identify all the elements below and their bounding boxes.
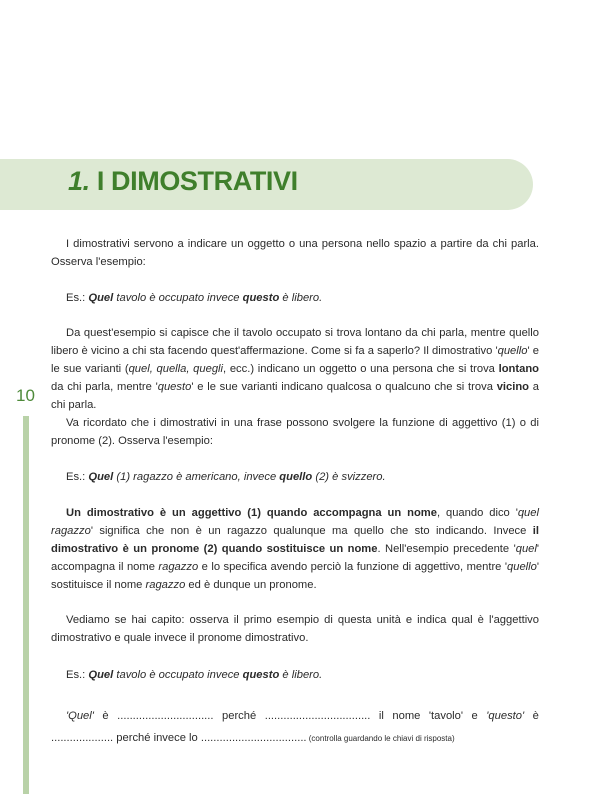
text-fragment: ' significa che non è un ragazzo qualunque ma quello che sto indicando. Invece	[90, 525, 533, 537]
example-2	[51, 468, 539, 486]
paragraph-text: I dimostrativi servono a indicare un oggetto o una persona nello spazio a partire da chi parla. Osserva l'esempio:	[51, 238, 539, 268]
answer-blank[interactable]: ..................................	[264, 710, 371, 722]
italic-word: quel, quella, quegli	[128, 363, 224, 375]
italic-word: ragazzo	[158, 561, 199, 573]
paragraph-intro	[51, 235, 539, 271]
example-fragment: è libero.	[279, 292, 323, 304]
example-word: Quel	[88, 669, 114, 681]
example-word: Quel	[88, 471, 114, 483]
paragraph-text: Va ricordato che i dimostrativi in una frase possono svolgere la funzione di aggettivo (1) o di pronome (2). Osserva l'esempio:	[51, 417, 539, 447]
example-fragment: (1) ragazzo è americano, invece	[113, 471, 280, 483]
exercise-word: e	[471, 710, 478, 722]
exercise-word: è	[532, 710, 539, 722]
bold-word: vicino	[496, 381, 530, 393]
exercise-word: è	[102, 710, 109, 722]
page-title	[68, 166, 298, 197]
paragraph-text	[51, 324, 539, 414]
text-fragment: ' accompagna il nome	[51, 543, 540, 573]
example-text	[51, 468, 539, 486]
title-number: 1.	[68, 166, 90, 196]
fill-in-exercise	[51, 707, 539, 748]
example-prefix: Es.:	[66, 292, 89, 304]
paragraph-text: Vediamo se hai capito: osserva il primo esempio di questa unità e indica qual è l'aggettivo dimostrativo e quale invece il pronome dimostrativo.	[51, 614, 539, 644]
text-fragment: a chi parla.	[51, 381, 539, 411]
title-text: I DIMOSTRATIVI	[96, 166, 298, 196]
paragraph-text	[51, 504, 539, 594]
text-fragment: da chi parla, mentre '	[51, 381, 158, 393]
example-text	[51, 666, 539, 684]
side-bar	[23, 416, 29, 794]
italic-word: questo	[157, 381, 192, 393]
text-fragment: ' e le sue varianti (	[51, 345, 540, 375]
paragraph-question	[51, 611, 539, 647]
exercise-word: 'questo'	[486, 710, 525, 722]
text-fragment: ' sostituisce il nome	[51, 561, 539, 591]
example-fragment: è libero.	[279, 669, 323, 681]
italic-word: quello	[497, 345, 528, 357]
example-text	[51, 289, 539, 307]
answer-blank[interactable]: ....................	[51, 732, 114, 744]
page-number: 10	[16, 386, 35, 405]
italic-word: ragazzo	[145, 579, 186, 591]
example-1	[51, 289, 539, 307]
answer-blank[interactable]: ..................................	[200, 732, 307, 744]
example-3	[51, 666, 539, 684]
example-fragment: tavolo è occupato invece	[113, 669, 243, 681]
exercise-fragment: perché invece lo	[113, 732, 201, 744]
example-word: Quel	[88, 292, 114, 304]
example-word: quello	[279, 471, 313, 483]
example-word: questo	[242, 669, 280, 681]
bold-phrase: Un dimostrativo è un aggettivo (1) quando accompagna un nome	[66, 507, 437, 519]
bold-word: lontano	[498, 363, 539, 375]
answer-blank[interactable]: ...............................	[117, 710, 214, 722]
example-prefix: Es.:	[66, 471, 89, 483]
text-fragment: . Nell'esempio precedente '	[377, 543, 516, 555]
text-fragment: , ecc.) indicano un oggetto o una persona che si trova	[223, 363, 499, 375]
italic-word: quel ragazzo	[51, 507, 539, 537]
exercise-note: (controlla guardando le chiavi di risposta)	[306, 734, 455, 743]
example-fragment: (2) è svizzero.	[312, 471, 386, 483]
paragraph-explanation	[51, 324, 539, 450]
text-fragment: ' e le sue varianti indicano qualcosa o qualcuno che si trova	[191, 381, 497, 393]
exercise-word: nome	[392, 710, 421, 722]
exercise-word: perché	[222, 710, 257, 722]
bold-phrase: il dimostrativo è un pronome (2) quando sostituisce un nome	[51, 525, 539, 555]
text-fragment: ed è dunque un pronome.	[185, 579, 317, 591]
example-fragment: tavolo è occupato invece	[113, 292, 243, 304]
exercise-word: il	[378, 710, 384, 722]
italic-word: quel	[515, 543, 537, 555]
text-fragment: e lo specifica avendo perciò la funzione di aggettivo, mentre '	[198, 561, 507, 573]
exercise-word: 'Quel'	[66, 710, 94, 722]
paragraph-functions	[51, 504, 539, 594]
text-fragment: , quando dico '	[436, 507, 518, 519]
exercise-line-1	[51, 707, 539, 725]
italic-word: quello	[507, 561, 537, 573]
exercise-word: 'tavolo'	[428, 710, 464, 722]
exercise-line-2	[51, 729, 539, 748]
example-word: questo	[242, 292, 280, 304]
text-fragment: Da quest'esempio si capisce che il tavolo occupato si trova lontano da chi parla, mentre quello libero è vicino a chi sta facendo quest'affermazione. Come si fa a saperlo? Il dimostrativo '	[51, 327, 539, 357]
example-prefix: Es.:	[66, 669, 89, 681]
